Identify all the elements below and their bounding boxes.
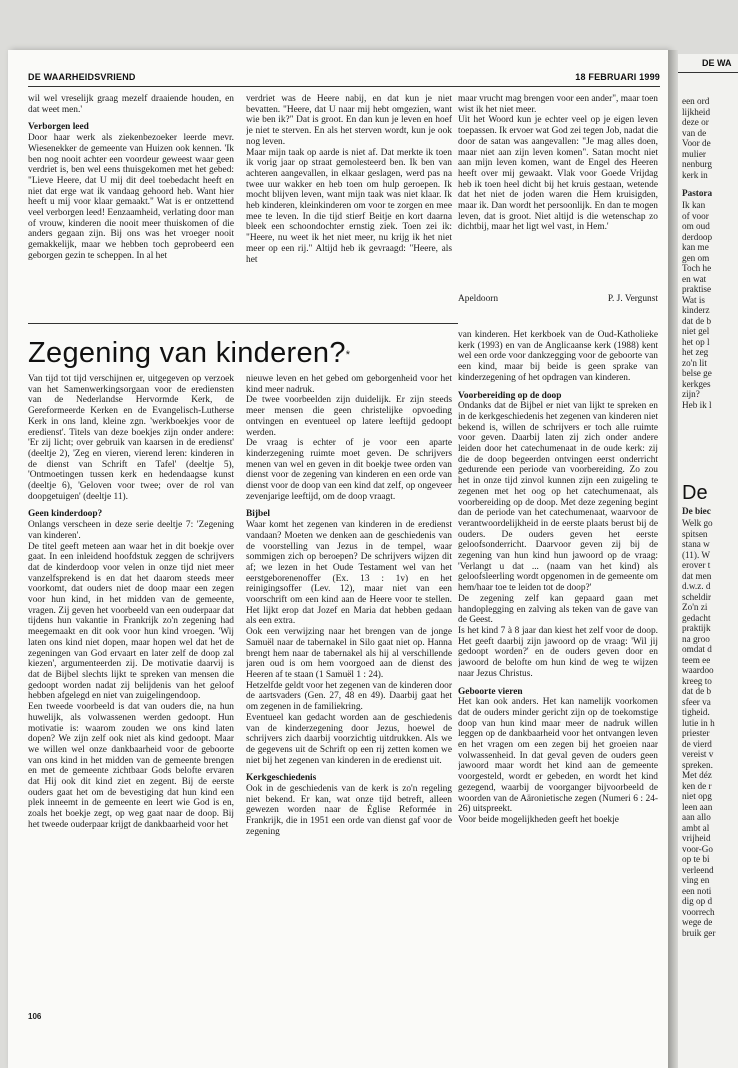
paragraph: Het kan ook anders. Het kan namelijk voorkomen dat de ouders minder gericht zijn op de toekomstige doop van hun kind maar meer de nadruk willen leggen op de dankbaarheid voor het ontvangen leven en het vragen om een zegen bij het groeien naar volwassenheid. In dat geval geven de ouders geen jawoord maar wordt het kind aan de gemeente voorgesteld, wordt er gebeden, en wordt het kind gezegend, waarbij de voorganger bijvoorbeeld de woorden van de Aäronietische zegen (Numeri 6 : 24-26) uitspreekt. xyxy=(458,697,658,815)
next-page-heading-lower: De biec xyxy=(682,506,711,516)
main-article-column-1 xyxy=(28,374,234,1006)
next-page-fragment xyxy=(678,54,738,1068)
page-fold-shadow xyxy=(668,50,678,1068)
paragraph: Ondanks dat de Bijbel er niet van lijkt te spreken en in de kerkgeschiedenis het zegenen van kinderen niet bekend is, willen de schrijvers er toch alle ruimte voor geven. Daarbij laten zij zich onder andere leiden door het catechumenaat in de oude kerk: zij die de doop begeerden ontvingen eerst onderricht gedurende een periode van voorbereiding. Zo zou het in onze tijd zinvol kunnen zijn een zuigeling te zegenen met het oog op het catechumenaat, als voorbereiding op de doop. Met deze zegening begint dan de periode van het catechumenaat, waarvoor de verantwoordelijkheid in de eerste plaats berust bij de ouders. De ouders geven het eerste geloofsonderricht. Daarvoor geven zij bij de zegening van hun kind hun jawoord op de vraag: 'Verlangt u dat ... (naam van het kind) als geloofsleerling wordt opgenomen in de gemeente om hem/haar toe te leiden tot de doop?' xyxy=(458,401,658,594)
paragraph: Ook in de geschiedenis van de kerk is zo'n regeling niet bekend. Er kan, wat onze tijd betreft, alleen gewezen worden naar de Église Reformée in Frankrijk, die in 1951 een orde van dienst gaf voor de zegening xyxy=(246,784,452,837)
paragraph: De titel geeft meteen aan waar het in dit boekje over gaat. In een inleidend hoofdstuk zeggen de schrijvers dat de kinderdoop voor velen in onze tijd niet meer vanzelfsprekend is en dat het daarom steeds meer voorkomt, dat ouders niet de doop maar een zegen voor hun kind, in het midden van de gemeente, vragen. Zij geven het voorbeeld van een ouderpaar dat tijdens hun vakantie in Frankrijk zo'n zegening had meegemaakt en dit ook voor hun kind vroegen. 'Wij laten ons kind niet dopen, maar hopen wel dat het de zegeningen van God ervaart en later zelf de doop zal kiezen', argumenteerden zij. De motivatie daarvij is dat de Bijbel slechts lijkt te spreken van mensen die gedoopt worden nadat zij belijdenis van het geloof hebben afgelegd en niet van zuigelingendoop. xyxy=(28,541,234,702)
issue-date: 18 FEBRUARI 1999 xyxy=(575,72,660,82)
paragraph: Maar mijn taak op aarde is niet af. Dat merkte ik toen ik vorig jaar op straat gemolesteerd ben. Ik ben van achteren aangevallen, in elkaar geslagen, werd pas na twee uur wakker en heb toen om hulp geroepen. Ik mocht blijven leven, want mijn taak was niet klaar. Ik heb kinderen, kleinkinderen om voor te zorgen en mee mee te leven. In die tijd stierf Beitje en kort daarna bleek een schoondochter ernstig ziek. Toen zei ik: "Heere, nu weet ik het niet meer, nu krijg ik het niet meer op een rij." Altijd heb ik gevraagd: "Heere, als het xyxy=(246,147,452,265)
next-page-header: DE WA xyxy=(678,54,738,73)
page-number: 106 xyxy=(28,1012,42,1021)
subheading: Geboorte vieren xyxy=(458,686,523,697)
page-header xyxy=(28,72,660,86)
signature-author: P. J. Vergunst xyxy=(607,294,658,304)
publication-name: DE WAARHEIDSVRIEND xyxy=(28,72,136,82)
paragraph: Onlangs verscheen in deze serie deeltje 7: 'Zegening van kinderen'. xyxy=(28,520,234,541)
paragraph: Eventueel kan gedacht worden aan de geschiedenis van de kinderzegening door Jezus, hoewel de schrijvers zich daarbij voorzichtig uitdrukken. Als we de gegevens uit de Schrift op een rij zetten komen we niet bij het zegenen van kinderen in de eredienst uit. xyxy=(246,712,452,766)
paragraph: nieuwe leven en het gebed om geborgenheid voor het kind meer nadruk. xyxy=(246,374,452,395)
headline-text: Zegening van kinderen? xyxy=(28,337,346,369)
top-article-column-3 xyxy=(458,94,658,290)
next-page-text-middle: Ik kan of voor om oud derdoop kan me gen om Toch he en wat praktise Wat is kinderz dat de b niet gel het op l het zeg zo'n lit belse ge kerkges zijn? Heb ik l xyxy=(682,200,713,410)
paragraph: Uit het Woord kun je echter veel op je eigen leven toepassen. Ik ervoer wat God zei tegen Job, nadat die door de satan was aangevallen: "Je mag alles doen, maar niet aan zijn leven komen". Satan mocht niet aan mijn leven komen, want de Engel des Heeren heeft over mij gewaakt. Vlak voor Goede Vrijdag heb ik toen heel dicht bij het kruis gestaan, wetende dat het niet de joden waren die Hem kruisigden, maar ik. Dan wordt het persoonlijk. En dan te mogen leven, dat is groot. Niet altijd is die wetenschap zo dichtbij, maar het ligt wel vast, in Hem.' xyxy=(458,115,658,233)
subheading: Verborgen leed xyxy=(28,122,89,133)
next-page-text-top: een ord lijkheid deze or van de Voor de mulier nenburg kerk in xyxy=(682,96,712,180)
next-page-headline: De xyxy=(682,482,708,504)
next-page-heading-pastoral: Pastora xyxy=(682,188,713,198)
paragraph: Voor beide mogelijkheden geeft het boekje xyxy=(458,814,619,825)
article-separator-rule xyxy=(28,323,458,324)
paragraph: maar vrucht mag brengen voor een ander", maar toen wist ik het niet meer. xyxy=(458,94,658,115)
main-article-column-2 xyxy=(246,374,452,1006)
subheading: Kerkgeschiedenis xyxy=(246,773,317,784)
paragraph: Hetzelfde geldt voor het zegenen van de kinderen door de aartsvaders (Gen. 27, 48 en 49). Daarbij gaat het om zegenen in de familiekring. xyxy=(246,680,452,713)
top-article-column-2 xyxy=(246,94,452,322)
subheading: Voorbereiding op de doop xyxy=(458,390,562,401)
paragraph: Door haar werk als ziekenbezoeker leerde mevr. Wiesenekker de gemeente van Huizen ook kennen. 'Ik ben nog nooit achter een voordeur geweest waar geen verdriet is, ben wel eens thuisgekomen met het gebed: "Lieve Heere, dat U mij dit deel toebedacht heeft en niet dat erge wat ik vandaag gehoord heb. Want hier heeft u mij voor klaar gemaakt." Wat is er ontzettend veel verborgen leed! Eenzaamheid, verlating door man of vrouw, kinderen die nooit meer thuiskomen of die anders gegaan zijn. Bij ons was het vroeger nooit gemakkelijk, maar we hebben toch geprobeerd een geborgen gezin te scheppen. In al het xyxy=(28,133,234,261)
signature-place: Apeldoorn xyxy=(458,294,499,304)
paragraph: Een tweede voorbeeld is dat van ouders die, na hun huwelijk, als volwassenen werden gedoopt. Hun motivatie is: waarom zouden we ons kind laten dopen? We zijn zelf ook niet als kind gedoopt. Maar we willen wel onze dankbaarheid voor de geboorte van ons kind in het midden van de gemeente brengen en met de gemeente zichtbaar Gods belofte ervaren dat Hij ook dit kind ziet en zegent. Bij de eerste ouders gaat het om de bevestiging dat hun kind een plek inneemt in de gemeente en leert wie God is en, zoals het boekje zegt, op weg gaat naar de doop. Bij het tweede ouderpaar krijgt de dankbaarheid voor het xyxy=(28,702,234,830)
subheading: Bijbel xyxy=(246,509,270,520)
paragraph: De twee voorbeelden zijn duidelijk. Er zijn steeds meer mensen die geen christelijke opvoeding ontvingen en eventueel op latere leeftijd gedoopt werden. xyxy=(246,395,452,438)
paragraph: De vraag is echter of je voor een aparte kinderzegening ruimte moet geven. De schrijvers menen van wel en geven in dit boekje twee orden van dienst voor de zegening van kinderen en een orde van dienst voor de doop van een kind dat zelf, op ongeveer zevenjarige leeftijd, om de doop vraagt. xyxy=(246,438,452,502)
top-article-column-1 xyxy=(28,94,234,322)
subheading: Geen kinderdoop? xyxy=(28,509,103,520)
headline-footnote-mark: * xyxy=(345,349,351,361)
paragraph: Van tijd tot tijd verschijnen er, uitgegeven op verzoek van het Samenwerkingsorgaan voor de erediensten van de Nederlandse Hervormde Kerk, de Gereformeerde Kerken en de Evangelisch-Lutherse Kerk in ons land, kleine zgn. 'werkboekjes voor de eredienst'. Titels van deze boekjes zijn onder andere: 'Er zij licht; over gebruik van kaarsen in de eredienst' (deeltje 2), 'Zeg en vieren, vierend leren: kinderen in de dienst van Schrift en Tafel' (deeltje 5), 'Ontmoetingen tussen kerk en hedendaagse kunst (deeltje 6), 'Geloven voor twee; over de rol van doopgetuigen' (deeltje 11). xyxy=(28,374,234,502)
paragraph: verdriet was de Heere nabij, en dat kun je niet bevatten. "Heere, dat U naar mij hebt omgezien, want wie ben ik?" Dat is groot. En dan kun je leven en hoef je niet te sterven. En als het sterven wordt, kun je ook nog leven. xyxy=(246,94,452,147)
paragraph: Is het kind 7 à 8 jaar dan kiest het zelf voor de doop. Het geeft daarbij zijn jawoord op de vraag: 'Wil jij gedoopt worden?' en de ouders geven door en jawoord de belofte om hun kind de weg te wijzen naar Jezus Christus. xyxy=(458,625,658,679)
paragraph: De zegening zelf kan gepaard gaan met handoplegging en zalving als teken van de gave van de Geest. xyxy=(458,593,658,626)
paragraph: wil wel vreselijk graag mezelf draaiende houden, en dat weet men.' xyxy=(28,94,234,115)
main-article-column-3 xyxy=(458,330,658,1006)
paragraph: Waar komt het zegenen van kinderen in de eredienst vandaan? Moeten we denken aan de geschiedenis van de voorstelling van Jezus in de tempel, waar sommigen zich op beroepen? De schrijvers wijzen dit af; we lezen in het Oude Testament wel van het eerstgeborenenoffer (Ex. 13 : 1v) en het reinigingsoffer (Lev. 12), maar niet van een voorschrift om een kind aan de Heere voor te stellen. Het lijkt erop dat Jozef en Maria dat hebben gedaan als een extra. xyxy=(246,520,452,627)
paragraph: van kinderen. Het kerkboek van de Oud-Katholieke kerk (1993) en van de Anglicaanse kerk (1988) kent wel een orde voor dankzegging voor de geboorte van een kind, maar bij beide is geen sprake van kinderzegening of het opdragen van kinderen. xyxy=(458,330,658,383)
header-rule xyxy=(28,86,660,87)
next-page-text-lower: Welk go spitsen stana w (11). W erover t dat men d.w.z. d scheldir Zo'n zi gedacht praktijk na groo omdat d teem ee waardoo kreeg to dat de b sfeer va tigheid. lutie in h priester de vierd vereist v spreken. Met déz ken de r niet opg leen aan aan allo ambt al vrijheid voor-Go op te bi verleend ving en een noti dig op d voorrech wege de bruik ger xyxy=(682,518,716,938)
article-headline xyxy=(28,336,458,370)
paragraph: Ook een verwijzing naar het brengen van de jonge Samuël naar de tabernakel in Silo gaat niet op. Hanna brengt hem naar de tabernakel als hij al verschillende jaren oud is om hem voorgoed aan de dienst des Heeren af te staan (1 Samuël 1 : 24). xyxy=(246,627,452,680)
